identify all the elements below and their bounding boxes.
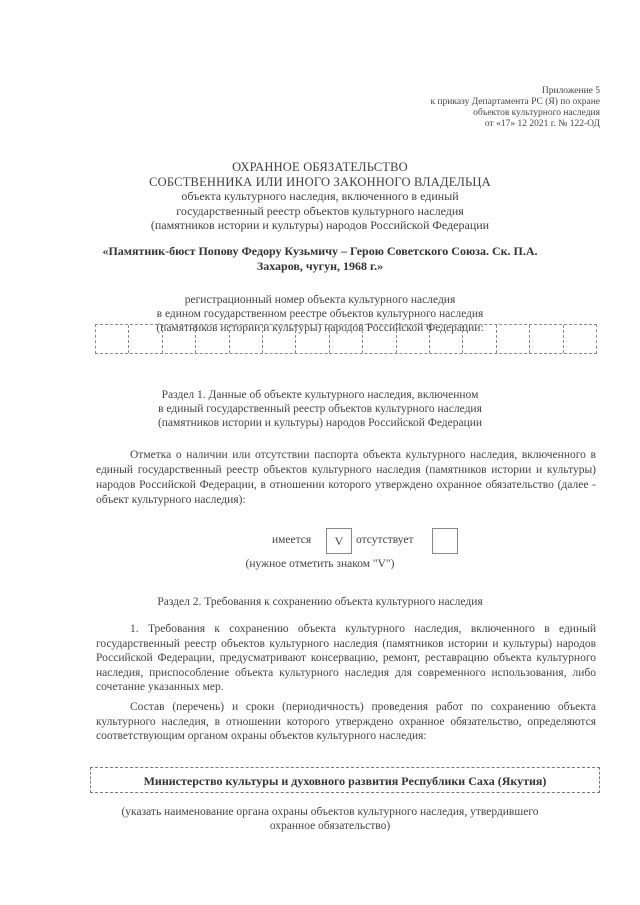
header-line: объекта культурного наследия, включенного в единый (181, 189, 459, 203)
appendix-line: к приказу Департамента РС (Я) по охране (430, 97, 600, 107)
regnum-line: в едином государственном реестре объектов культурного наследия (156, 308, 484, 320)
appendix-note (430, 86, 600, 130)
absent-label: отсутствует (356, 534, 414, 546)
absent-checkbox[interactable] (432, 528, 458, 554)
regnum-cell (497, 325, 530, 353)
appendix-line: объектов культурного наследия (473, 108, 600, 118)
header-line: (памятников истории и культуры) народов Российской Федерации (150, 218, 490, 232)
section-1-line: в единый государственный реестр объектов культурного наследия (158, 403, 482, 415)
monument-name (70, 244, 570, 274)
passport-paragraph: Отметка о наличии или отсутствии паспорта объекта культурного наследия, включенного в единый государственный реестр объектов культурного наследия (памятников истории и культуры) народов Российской Федерации, в отношении которого утверждено охранное обязательство (далее - объект культурного наследия): (96, 449, 596, 506)
appendix-line: Приложение 5 (541, 86, 600, 96)
authority-hint-line: охранное обязательство) (269, 820, 391, 832)
section-1-heading (60, 388, 580, 430)
regnum-cell (196, 325, 229, 353)
regnum-cell (330, 325, 363, 353)
document-subtitle: СОБСТВЕННИКА ИЛИ ИНОГО ЗАКОННОГО ВЛАДЕЛЬЦА (149, 174, 491, 189)
authority-hint-line: (указать наименование органа охраны объектов культурного наследия, утвердившего (121, 806, 539, 818)
regnum-cell (263, 325, 296, 353)
regnum-cell (230, 325, 263, 353)
appendix-order-line: от «17» 12 2021 г. № 122-ОД (484, 119, 600, 129)
document-title: ОХРАННОЕ ОБЯЗАТЕЛЬСТВО (232, 160, 408, 174)
regnum-cell (129, 325, 162, 353)
regnum-cell (363, 325, 396, 353)
authority-hint (80, 805, 580, 833)
choice-hint: (нужное отметить знаком "V") (245, 558, 395, 570)
section-2-heading: Раздел 2. Требования к сохранению объекта культурного наследия (157, 596, 483, 608)
regnum-line: (памятников истории и культуры) народов Российской Федерации: (156, 322, 484, 334)
present-checkbox[interactable]: V (326, 528, 352, 554)
document-header (60, 160, 580, 233)
regnum-cell (96, 325, 129, 353)
requirements-paragraph: 1. Требования к сохранению объекта культурного наследия, включенного в единый государственный реестр объектов культурного наследия (памятников истории и культуры) народов Российской Федерации, предусматривают консервацию, ремонт, реставрацию объекта культурного наследия, приспособление объекта культурного наследия для современного использования, либо сочетание указанных мер. (96, 623, 596, 694)
regnum-line: регистрационный номер объекта культурного наследия (184, 294, 456, 306)
works-paragraph: Состав (перечень) и сроки (периодичность) проведения работ по сохранению объекта культурного наследия, в отношении которого утверждено охранное обязательство, определяются соответствующим органом охраны объектов культурного наследия: (96, 701, 596, 743)
regnum-cell (430, 325, 463, 353)
monument-line: Захаров, чугун, 1968 г.» (256, 259, 384, 273)
monument-line: «Памятник-бюст Попову Федору Кузьмичу – Герою Советского Союза. Ск. П.А. (102, 244, 538, 258)
registration-number-grid (95, 324, 597, 354)
regnum-cell (296, 325, 329, 353)
section-1-line: Раздел 1. Данные об объекте культурного наследия, включенном (161, 389, 479, 401)
section-1-line: (памятников истории и культуры) народов Российской Федерации (157, 417, 483, 429)
regnum-cell (163, 325, 196, 353)
regnum-cell (564, 325, 596, 353)
present-label: имеется (272, 534, 312, 546)
passport-choice (0, 528, 640, 554)
regnum-cell (463, 325, 496, 353)
regnum-cell (530, 325, 563, 353)
header-line: государственный реестр объектов культурного наследия (176, 203, 464, 218)
protection-authority-field: Министерство культуры и духовного развития Республики Саха (Якутия) (90, 767, 600, 793)
regnum-cell (397, 325, 430, 353)
